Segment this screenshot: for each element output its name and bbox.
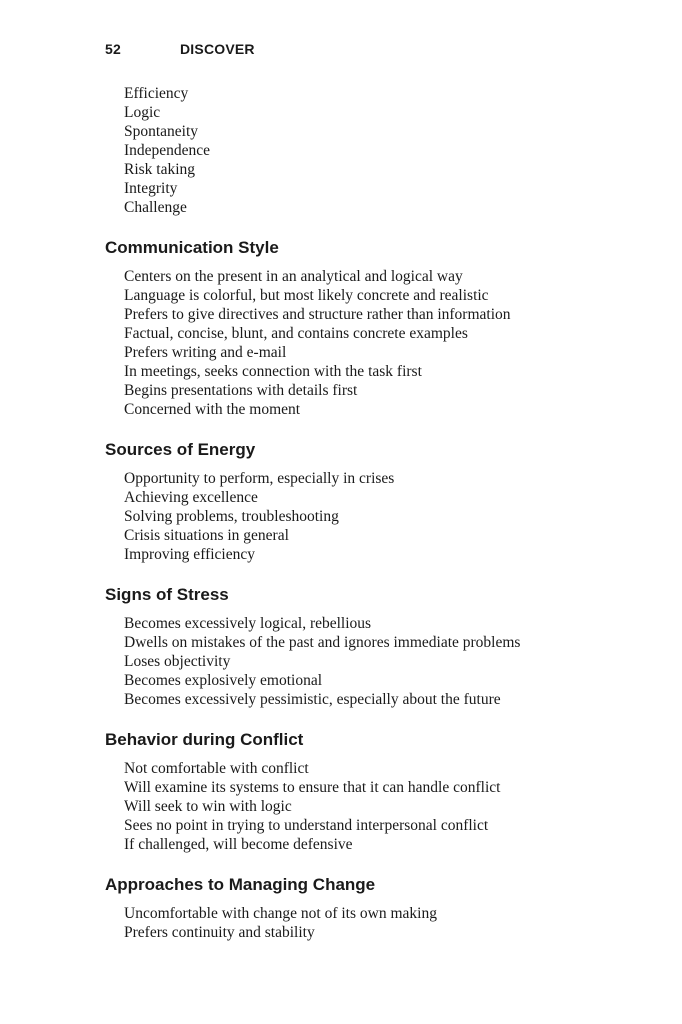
list-item: Integrity xyxy=(124,180,178,197)
section-communication-style xyxy=(105,238,642,419)
list-item: Efficiency xyxy=(124,85,189,102)
list-item: If challenged, will become defensive xyxy=(124,836,353,853)
list-item: Sees no point in trying to understand interpersonal conflict xyxy=(124,817,489,834)
list-item: Dwells on mistakes of the past and ignores immediate problems xyxy=(124,634,521,651)
page-content xyxy=(105,84,642,942)
list-item: Risk taking xyxy=(124,161,196,178)
list-item: Not comfortable with conflict xyxy=(124,760,309,777)
list-item: Language is colorful, but most likely concrete and realistic xyxy=(124,287,489,304)
list-item: Begins presentations with details first xyxy=(124,382,358,399)
list-item: Prefers continuity and stability xyxy=(124,924,315,941)
list-item: Prefers writing and e-mail xyxy=(124,344,287,361)
running-head xyxy=(105,41,255,57)
list-item: Prefers to give directives and structure rather than information xyxy=(124,306,511,323)
section-heading: Approaches to Managing Change xyxy=(105,875,376,894)
list-item: Will examine its systems to ensure that it can handle conflict xyxy=(124,779,501,796)
list-item: Concerned with the moment xyxy=(124,401,301,418)
list-item: Centers on the present in an analytical and logical way xyxy=(124,268,463,285)
list-item: Challenge xyxy=(124,199,187,216)
section-heading: Communication Style xyxy=(105,238,279,257)
list-item: Becomes excessively pessimistic, especially about the future xyxy=(124,691,501,708)
page-number: 52 xyxy=(105,41,121,57)
list-item: Loses objectivity xyxy=(124,653,231,670)
section-heading: Signs of Stress xyxy=(105,585,229,604)
list-item: Independence xyxy=(124,142,211,159)
section-approaches-to-managing-change xyxy=(105,875,642,942)
list-item: Improving efficiency xyxy=(124,546,255,563)
section-signs-of-stress xyxy=(105,585,642,709)
list-item: Achieving excellence xyxy=(124,489,258,506)
list-item: Uncomfortable with change not of its own making xyxy=(124,905,437,922)
section-sources-of-energy xyxy=(105,440,642,564)
list-item: Opportunity to perform, especially in crises xyxy=(124,470,395,487)
list-item: Will seek to win with logic xyxy=(124,798,292,815)
list-item: Becomes explosively emotional xyxy=(124,672,323,689)
list-item: Factual, concise, blunt, and contains concrete examples xyxy=(124,325,468,342)
list-item: Solving problems, troubleshooting xyxy=(124,508,339,525)
running-title: DISCOVER xyxy=(180,41,255,57)
list-item: Logic xyxy=(124,104,161,121)
list-item: Spontaneity xyxy=(124,123,199,140)
section-heading: Sources of Energy xyxy=(105,440,256,459)
list-item: Becomes excessively logical, rebellious xyxy=(124,615,372,632)
list-item: Crisis situations in general xyxy=(124,527,289,544)
section-heading: Behavior during Conflict xyxy=(105,730,304,749)
section-behavior-during-conflict xyxy=(105,730,642,854)
list-item: In meetings, seeks connection with the task first xyxy=(124,363,422,380)
intro-list xyxy=(105,84,642,217)
